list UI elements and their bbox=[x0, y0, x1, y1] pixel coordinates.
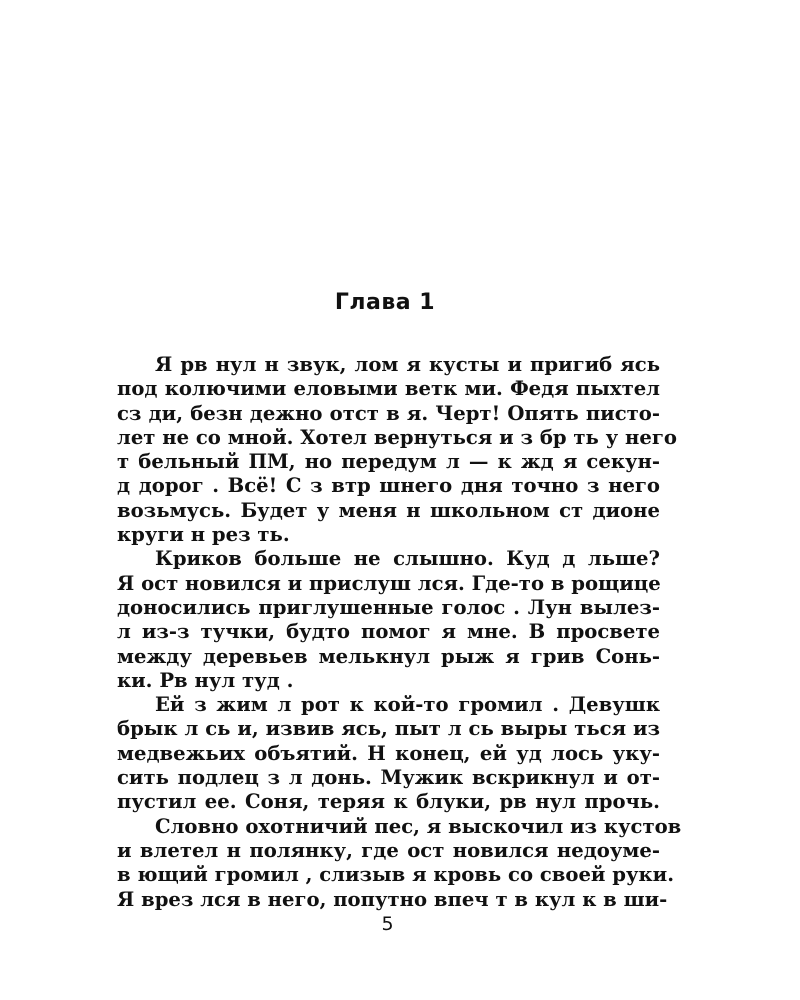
text-line: медвежьих объятий. Н конец, ей уд лось уку- bbox=[117, 741, 660, 765]
text-line: Я рв нул н звук, лом я кусты и пригиб ясь bbox=[155, 353, 660, 376]
chapter-title: Глава 1 bbox=[334, 290, 436, 315]
text-line: возьмусь. Будет у меня н школьном ст дионе bbox=[117, 498, 660, 522]
text-line: брык л сь и, извив ясь, пыт л сь выры ться из bbox=[117, 717, 660, 741]
text-line: сить подлец з л донь. Мужик вскрикнул и от- bbox=[117, 766, 660, 790]
body-text bbox=[117, 353, 682, 912]
text-line: д дорог . Всё! С з втр шнего дня точно з него bbox=[117, 474, 660, 498]
text-line: сз ди, безн дежно отст в я. Черт! Опять писто- bbox=[117, 401, 660, 425]
text-line: доносились приглушенные голос . Лун вылез- bbox=[117, 595, 660, 619]
text-line: в ющий громил , слизыв я кровь со своей руки. bbox=[117, 863, 675, 887]
text-line: Криков больше не слышно. Куд д льше? bbox=[155, 547, 660, 571]
text-line: Я ост новился и прислуш лся. Где-то в рощице bbox=[117, 571, 661, 595]
text-line: ки. Рв нул туд . bbox=[117, 668, 294, 692]
page-number: 5 bbox=[381, 913, 394, 935]
text-line: пустил ее. Соня, теряя к блуки, рв нул прочь. bbox=[117, 790, 660, 814]
text-line: л из-з тучки, будто помог я мне. В просвете bbox=[117, 620, 660, 644]
text-line: Словно охотничий пес, я выскочил из кустов bbox=[155, 814, 682, 838]
text-line: Я врез лся в него, попутно впеч т в кул к в ши- bbox=[117, 887, 668, 911]
text-line: круги н рез ть. bbox=[117, 523, 290, 547]
text-line: т бельный ПМ, но передум л — к жд я секун- bbox=[117, 450, 660, 474]
text-line: лет не со мной. Хотел вернуться и з бр ть у него bbox=[117, 425, 677, 449]
text-line: под колючими еловыми ветк ми. Федя пыхтел bbox=[117, 377, 660, 401]
text-line: и влетел н полянку, где ост новился недоуме- bbox=[117, 838, 660, 862]
text-line: между деревьев мелькнул рыж я грив Сонь- bbox=[117, 644, 660, 668]
text-line: Ей з жим л рот к кой-то громил . Девушк bbox=[155, 693, 660, 717]
